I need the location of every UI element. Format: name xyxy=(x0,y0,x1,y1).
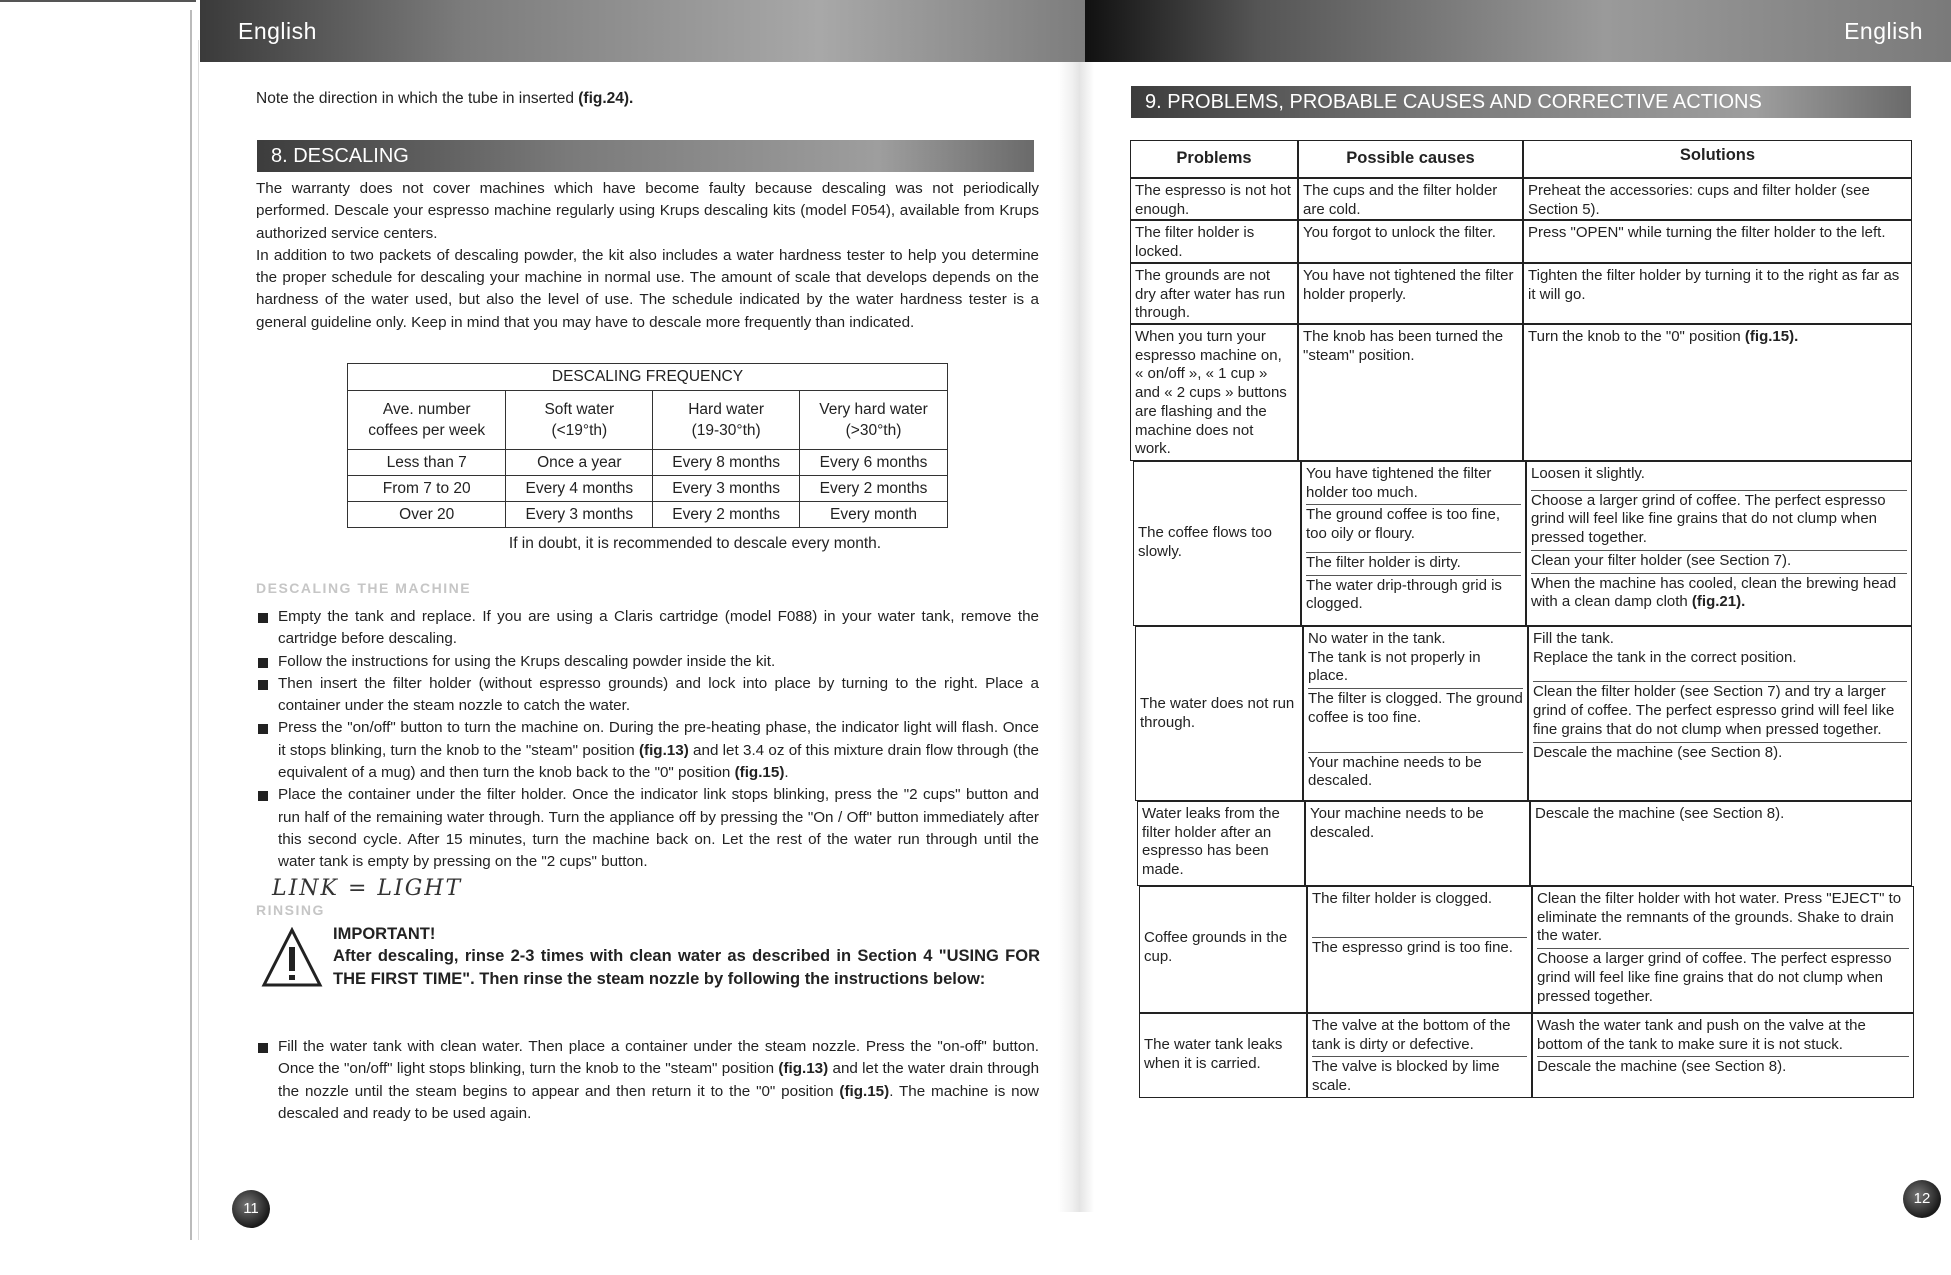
doubt-note: If in doubt, it is recommended to descale every month. xyxy=(508,535,882,552)
problems-section-title: 9. PROBLEMS, PROBABLE CAUSES AND CORRECTIVE ACTIONS xyxy=(1145,91,1762,113)
table-cell: Every 4 months xyxy=(506,476,653,502)
descaling-section-title: 8. DESCALING xyxy=(271,145,409,167)
descaling-intro xyxy=(256,178,1039,334)
list-item: Then insert the filter holder (without espresso grounds) and lock into place by turning to the right. Place a container under the steam nozzle to catch the water. xyxy=(256,673,1039,718)
header-causes: Possible causes xyxy=(1298,140,1523,178)
header-language-left: English xyxy=(238,18,317,44)
header-solutions: Solutions xyxy=(1523,140,1912,178)
problem-cell: Water leaks from the filter holder after an espresso has been made. xyxy=(1137,801,1305,886)
cause-cell: The valve at the bottom of the tank is dirty or defective. The valve is blocked by lime scale. xyxy=(1307,1013,1532,1098)
problem-cell: The filter holder is locked. xyxy=(1130,220,1298,263)
solution-cell: Clean the filter holder with hot water. Press "EJECT" to eliminate the remnants of the grounds. Shake to drain the water. Choose a larger grind of coffee. The perfect espresso grind will feel like fine grains that do not clump when pressed together. xyxy=(1532,886,1914,1013)
solution-cell: Press "OPEN" while turning the filter holder to the left. xyxy=(1523,220,1912,263)
important-text: After descaling, rinse 2-3 times with clean water as described in Section 4 "USING FOR THE FIRST TIME". Then rinse the steam nozzle by following the instructions below: xyxy=(333,947,1040,988)
cause-cell: Your machine needs to be descaled. xyxy=(1305,801,1530,886)
page-edge xyxy=(190,10,192,1240)
list-item: Fill the water tank with clean water. Then place a container under the steam nozzle. Press the "on-off" button. Once the "on/off" light stops blinking, turn the knob to the "steam" position (fig.13) and let the water drain through the nozzle until the steam begins to appear and then return it to the "0" position (fig.15). The machine is now descaled and ready to be used again. xyxy=(256,1036,1039,1125)
table-cell: Once a year xyxy=(506,450,653,476)
table-cell: Less than 7 xyxy=(348,450,506,476)
table-cell: Over 20 xyxy=(348,502,506,528)
warning-triangle-icon xyxy=(261,927,323,989)
header-problems: Problems xyxy=(1130,140,1298,178)
solution-cell: Descale the machine (see Section 8). xyxy=(1530,801,1912,886)
frequency-header-cell: Soft water (<19°th) xyxy=(506,391,653,450)
page-edge-inner xyxy=(198,40,199,1240)
problem-cell: The coffee flows too slowly. xyxy=(1133,461,1301,626)
header-band-right xyxy=(1085,0,1951,62)
note-fig-ref: (fig.24). xyxy=(578,90,634,107)
frequency-header-cell: Hard water (19-30°th) xyxy=(653,391,800,450)
cause-cell: You have tightened the filter holder too much. The ground coffee is too fine, too oily or floury. The filter holder is dirty. The water drip-through grid is clogged. xyxy=(1301,461,1526,626)
list-item: Press the "on/off" button to turn the machine on. During the pre-heating phase, the indicator light will flash. Once it stops blinking, turn the knob to the "steam" position (fig.13) and let 3.4 oz of this mixture drain flow through (the equivalent of a mug) and then turn the knob back to the "0" position (fig.15). xyxy=(256,717,1039,784)
warranty-paragraph: The warranty does not cover machines which have become faulty because descaling was not periodically performed. Descale your espresso machine regularly using Krups descaling kits (model F054), available from Krups authorized service centers. xyxy=(256,180,1039,242)
list-item: Place the container under the filter holder. Once the indicator link stops blinking, press the "2 cups" button and run half of the remaining water through. Turn the appliance off by pressing the "On / Off" button immediately after this second cycle. After 15 minutes, turn the machine back on. Let the rest of the water run through until the water tank is empty by pressing on the "2 cups" button. xyxy=(256,784,1039,873)
problem-cell: Coffee grounds in the cup. xyxy=(1139,886,1307,1013)
descaling-frequency-table xyxy=(347,363,948,528)
solution-cell: Wash the water tank and push on the valve at the bottom of the tank to make sure it is not stuck. Descale the machine (see Section 8). xyxy=(1532,1013,1914,1098)
solution-cell: Loosen it slightly. Choose a larger grind of coffee. The perfect espresso grind will feel like fine grains that do not clump when pressed together. Clean your filter holder (see Section 7). When the machine has cooled, clean the brewing head with a clean damp cloth (fig.21). xyxy=(1526,461,1912,626)
table-cell: From 7 to 20 xyxy=(348,476,506,502)
note-text: Note the direction in which the tube in inserted xyxy=(256,90,579,107)
page-top-line xyxy=(0,0,196,2)
descaling-machine-heading: DESCALING THE MACHINE xyxy=(256,580,472,596)
header-language-right: English xyxy=(1844,18,1923,44)
table-cell: Every 3 months xyxy=(653,476,800,502)
list-item: Empty the tank and replace. If you are using a Claris cartridge (model F088) in your water tank, remove the cartridge before descaling. xyxy=(256,606,1039,651)
frequency-header-cell: Ave. number coffees per week xyxy=(348,391,506,450)
cause-cell: No water in the tank. The tank is not properly in place. The filter is clogged. The ground coffee is too fine. Your machine needs to be descaled. xyxy=(1303,626,1528,801)
solution-cell: Tighten the filter holder by turning it to the right as far as it will go. xyxy=(1523,263,1912,324)
problem-cell: The grounds are not dry after water has run through. xyxy=(1130,263,1298,324)
table-cell: Every 6 months xyxy=(800,450,948,476)
frequency-table-header-row xyxy=(348,391,948,450)
frequency-table-caption: DESCALING FREQUENCY xyxy=(348,364,948,391)
table-cell: Every 8 months xyxy=(653,450,800,476)
problems-section-header xyxy=(1131,86,1911,118)
solution-cell: Fill the tank. Replace the tank in the correct position. Clean the filter holder (see Section 7) and try a larger grind of coffee. The perfect espresso grind will feel like fine grains that do not clump when pressed together. Descale the machine (see Section 8). xyxy=(1528,626,1912,801)
page-number-left: 11 xyxy=(232,1190,270,1228)
tube-direction-note xyxy=(256,90,633,108)
frequency-header-cell: Very hard water (>30°th) xyxy=(800,391,948,450)
rinsing-steps xyxy=(256,1036,1039,1125)
cause-cell: The knob has been turned the "steam" position. xyxy=(1298,324,1523,461)
table-cell: Every 2 months xyxy=(800,476,948,502)
table-cell: Every 2 months xyxy=(653,502,800,528)
problem-cell: When you turn your espresso machine on, « on/off », « 1 cup » and « 2 cups » buttons are flashing and the machine does not work. xyxy=(1130,324,1298,461)
important-title: IMPORTANT! xyxy=(333,925,436,943)
table-cell: Every 3 months xyxy=(506,502,653,528)
important-warning xyxy=(333,923,1040,990)
cause-cell: The cups and the filter holder are cold. xyxy=(1298,178,1523,220)
solution-cell: Preheat the accessories: cups and filter holder (see Section 5). xyxy=(1523,178,1912,220)
cause-cell: You have not tightened the filter holder properly. xyxy=(1298,263,1523,324)
header-band-left xyxy=(200,0,1085,62)
solution-cell: Turn the knob to the "0" position (fig.15). xyxy=(1523,324,1912,461)
kit-paragraph: In addition to two packets of descaling powder, the kit also includes a water hardness tester to help you determine the proper schedule for descaling your machine in normal use. The amount of scale that develops depends on the hardness of the water used, but also the level of use. The schedule indicated by the water hardness tester is a general guideline only. Keep in mind that you may have to descale more frequently than indicated. xyxy=(256,246,1039,331)
descaling-section-header xyxy=(257,140,1034,172)
cause-cell: You forgot to unlock the filter. xyxy=(1298,220,1523,263)
problem-cell: The water does not run through. xyxy=(1135,626,1303,801)
page-number-right: 12 xyxy=(1903,1180,1941,1218)
descaling-steps xyxy=(256,606,1039,874)
problem-cell: The water tank leaks when it is carried. xyxy=(1139,1013,1307,1098)
rinsing-heading: RINSING xyxy=(256,902,325,918)
cause-cell: The filter holder is clogged. The espresso grind is too fine. xyxy=(1307,886,1532,1013)
table-cell: Every month xyxy=(800,502,948,528)
problem-cell: The espresso is not hot enough. xyxy=(1130,178,1298,220)
table-row xyxy=(348,450,948,476)
table-row xyxy=(348,476,948,502)
book-gutter xyxy=(1058,62,1094,1212)
list-item: Follow the instructions for using the Krups descaling powder inside the kit. xyxy=(256,651,1039,673)
table-row xyxy=(348,502,948,528)
handwritten-annotation: LINK = LIGHT xyxy=(272,876,463,901)
